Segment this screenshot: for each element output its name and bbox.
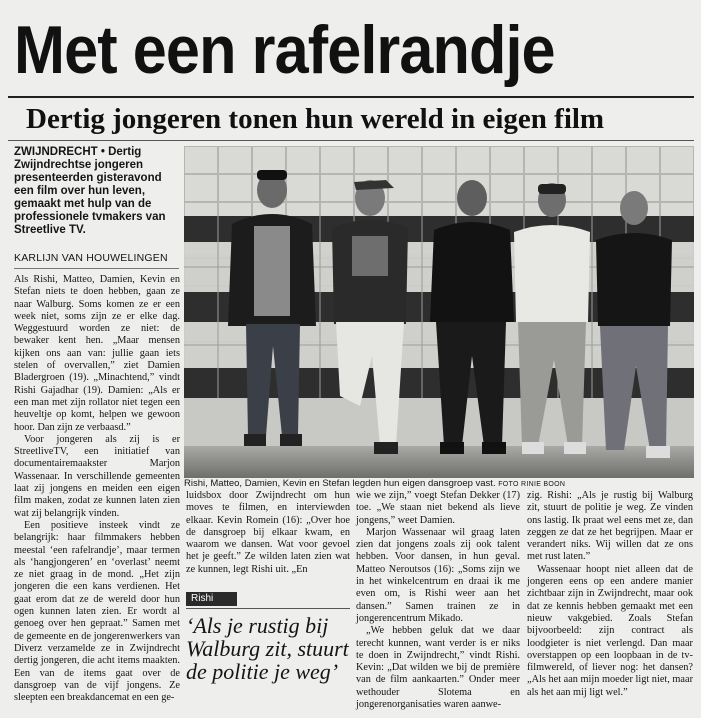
headline: Met een rafelrandje xyxy=(14,12,555,88)
quote-tag: Rishi xyxy=(186,592,237,606)
divider-line xyxy=(8,96,694,98)
paragraph: luidsbox door Zwijndrecht om hun moves te filmen, en interviewden elkaar. Kevin Romein (16): „Over hoe de dansgroep bij elkaar kwam, en waarom we dansen. Wat voor gevoel het je geeft.” Ze wilden laten zien wat ze kunnen, legt Rishi uit. „En xyxy=(186,490,350,575)
paragraph: „We hebben geluk dat we daar terecht kunnen, want verder is er niks te doen in Zwijndrecht,” vindt Rishi. Kevin: „Dat wilden we bij de première van de film aankaarten.” Onder meer wethouder Slotema en jongerenorganisaties waren aanwe- xyxy=(356,625,520,711)
caption-text: Rishi, Matteo, Damien, Kevin en Stefan legden hun eigen dansgroep vast. xyxy=(184,478,496,489)
divider-line xyxy=(8,140,694,141)
divider-line xyxy=(14,268,179,269)
byline: KARLIJN VAN HOUWELINGEN xyxy=(14,252,168,264)
divider-line xyxy=(186,608,350,609)
paragraph: zig. Rishi: „Als je rustig bij Walburg zit, stuurt de politie je weg. Ze vinden ons lastig. Ik praat wel eens met ze, dan zeggen ze dat ze het begrijpen. Maar er verandert niks. Wij willen dat ze ons met rust laten.” xyxy=(527,490,693,563)
paragraph: Een positieve insteek vindt ze belangrijk: haar filmmakers hebben meestal ‘een rafelrandje’, maar termen als ‘hangjongeren’ en ‘overlast’ neemt ze niet graag in de mond. „Het zijn jongeren die een kans verdienen. Het gaat erom dat ze de wereld door hun ogen kunnen laten zien. Er wordt al genoeg over hen gepraat.” Samen met de gemeente en de jongerenwerkers van Diverz verzamelde ze in Zwijndrecht dertig jongeren, die acht items maakten. Een van de items gaat over de dansgroep van de vijf jongens. Ze sleepten een breakdancemat en een ge- xyxy=(14,519,180,704)
intro-text: ZWIJNDRECHT • Dertig Zwijndrechtse jongeren presenteerden gisteravond een film over hun leven, gemaakt met hulp van de professionele tvmakers van Streetlive TV. xyxy=(14,146,166,236)
photo-illustration xyxy=(184,146,694,478)
group-photo xyxy=(184,146,694,478)
paragraph: Marjon Wassenaar wil graag laten zien dat jongens zoals zij ook talent hebben. Voor dansen, in hun geval. Matteo Neroutsos (16): „Soms zijn we in het winkelcentrum en draai ik me even om, is Rishi weer aan het dansen.” Samen trainen ze in jongerencentrum Mikado. xyxy=(356,526,520,624)
paragraph: wie we zijn,” voegt Stefan Dekker (17) toe. „We staan niet bekend als lieve jongens,” weet Damien. xyxy=(356,490,520,526)
article-column-3 xyxy=(356,490,520,711)
photo-credit: FOTO RINIE BOON xyxy=(498,481,566,488)
paragraph: Voor jongeren als zij is er StreetliveTV, een initiatief van documentairemaakster Marjon Wassenaar. In verschillende gemeenten laat zij jongens en meiden een eigen film maken, zodat ze kunnen laten zien wat zij belangrijk vinden. xyxy=(14,433,180,519)
article-column-4 xyxy=(527,490,693,699)
pull-quote: ‘Als je rustig bij Walburg zit, stuurt de politie je weg’ xyxy=(186,613,349,684)
paragraph: Als Rishi, Matteo, Damien, Kevin en Stefan niets te doen hebben, gaan ze naar Walburg. Soms komen ze er een week niet, soms zijn ze er elke dag. Weggestuurd worden ze niet: de bewaker kent hen. „Maar mensen kijken ons aan van: jullie gaan iets stelen of overvallen,” ziet Damien Bladergroen (19). „Minachtend,” vindt Rishi Gajadhar (19). Damien: „Als er een man met zijn rollator niet tegen een heuveltje op komt, helpen we gewoon hoor. Dan zijn ze verbaasd.” xyxy=(14,274,180,433)
article-column-2 xyxy=(186,490,350,576)
article-column-1 xyxy=(14,274,180,704)
paragraph: Wassenaar hoopt niet alleen dat de jongeren eens op een andere manier zichtbaar zijn in Zwijndrecht, maar ook dat ze kennis hebben gemaakt met een nieuw vakgebied. Zoals Stefan bijvoorbeeld: zijn contract als loodgieter is niet verlengd. Dan maar overstappen op een loopbaan in de tv- filmwereld, of liever nog: het dansen? „Als het aan mijn moeder ligt niet, maar als het aan mij ligt wel.” xyxy=(527,563,693,698)
subheadline: Dertig jongeren tonen hun wereld in eigen film xyxy=(26,103,605,135)
